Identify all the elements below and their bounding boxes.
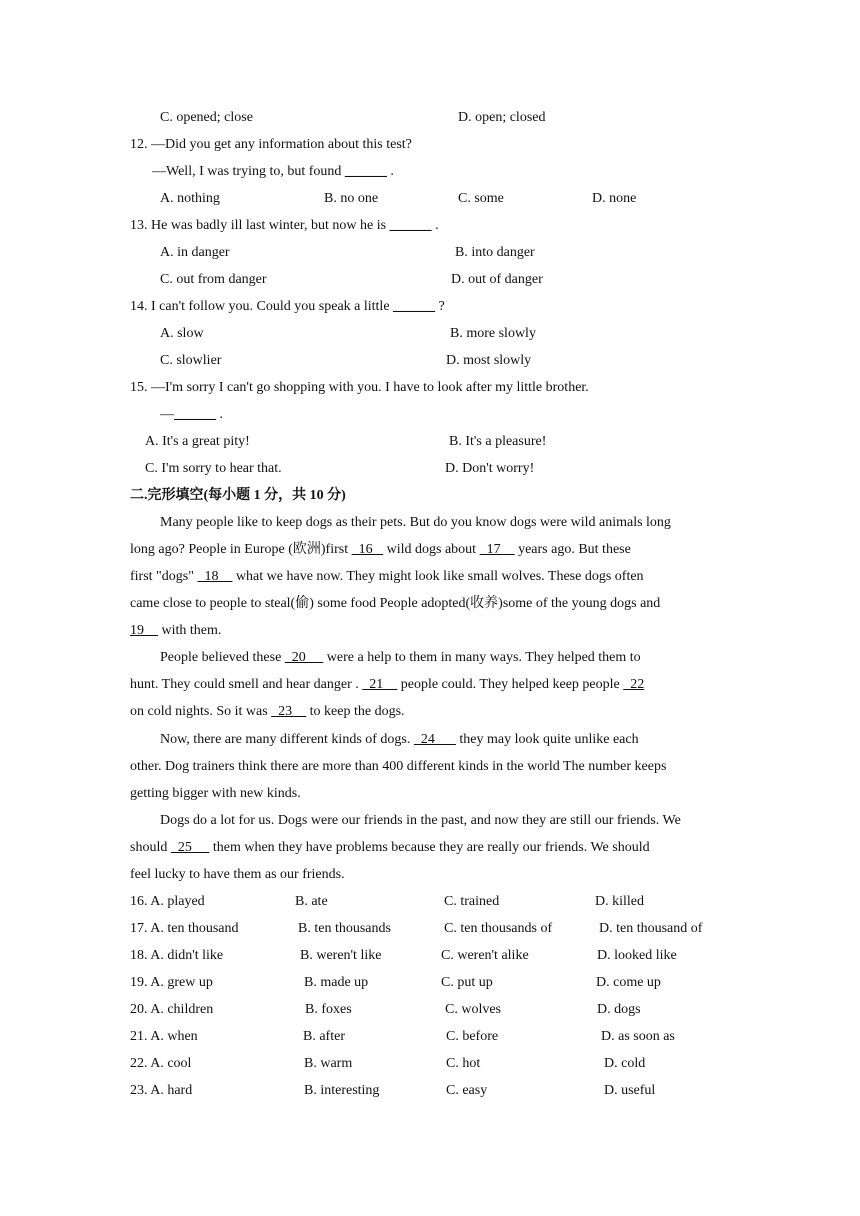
- passage-line: getting bigger with new kinds.: [130, 786, 301, 801]
- answer-23-c: C. easy: [446, 1083, 488, 1098]
- answer-blank: ______: [344, 164, 387, 179]
- answer-22-b: B. warm: [304, 1056, 353, 1071]
- blank-18: 18: [197, 569, 233, 584]
- q12-option-d: D. none: [592, 191, 637, 206]
- answer-23-a: 23. A. hard: [130, 1083, 193, 1098]
- answer-17-c: C. ten thousands of: [444, 921, 553, 936]
- q14-option-a: A. slow: [160, 326, 204, 341]
- q12-option-c: C. some: [458, 191, 504, 206]
- answer-16-b: B. ate: [295, 894, 328, 909]
- q12-response: —Well, I was trying to, but found ______ .: [152, 164, 394, 179]
- answer-20-b: B. foxes: [305, 1002, 352, 1017]
- blank-22: 22: [623, 677, 645, 692]
- answer-21-b: B. after: [303, 1029, 345, 1044]
- passage-line: first "dogs" 18 what we have now. They might look like small wolves. These dogs often: [130, 569, 644, 584]
- q15-stem: 15. —I'm sorry I can't go shopping with you. I have to look after my little brother.: [130, 380, 589, 395]
- q14-option-d: D. most slowly: [446, 353, 532, 368]
- passage-line: hunt. They could smell and hear danger . 21 people could. They helped keep people 22: [130, 677, 645, 692]
- blank-23: 23: [271, 704, 307, 719]
- blank-25: 25: [170, 840, 210, 855]
- answer-22-d: D. cold: [604, 1056, 646, 1071]
- q13-option-c: C. out from danger: [160, 272, 267, 287]
- answer-18-b: B. weren't like: [300, 948, 382, 963]
- q14-option-c: C. slowlier: [160, 353, 222, 368]
- passage-line: Dogs do a lot for us. Dogs were our friends in the past, and now they are still our friends. We: [160, 813, 681, 828]
- answer-21-a: 21. A. when: [130, 1029, 198, 1044]
- answer-19-c: C. put up: [441, 975, 493, 990]
- q12-stem: 12. —Did you get any information about this test?: [130, 137, 412, 152]
- answer-16-c: C. trained: [444, 894, 500, 909]
- passage-line: other. Dog trainers think there are more than 400 different kinds in the world The number keeps: [130, 759, 667, 774]
- answer-22-a: 22. A. cool: [130, 1056, 192, 1071]
- answer-17-d: D. ten thousand of: [599, 921, 703, 936]
- answer-19-d: D. come up: [596, 975, 661, 990]
- passage-line: People believed these 20 were a help to them in many ways. They helped them to: [160, 650, 641, 665]
- answer-18-d: D. looked like: [597, 948, 677, 963]
- q11-option-c: C. opened; close: [160, 110, 253, 125]
- q15-response: —______ .: [160, 407, 223, 422]
- passage-line: on cold nights. So it was 23 to keep the dogs.: [130, 704, 405, 719]
- blank-21: 21: [362, 677, 398, 692]
- q15-option-b: B. It's a pleasure!: [449, 434, 547, 449]
- q15-option-d: D. Don't worry!: [445, 461, 535, 476]
- answer-19-a: 19. A. grew up: [130, 975, 213, 990]
- answer-22-c: C. hot: [446, 1056, 481, 1071]
- blank-19: 19: [130, 623, 158, 638]
- q13-option-b: B. into danger: [455, 245, 535, 260]
- answer-16-a: 16. A. played: [130, 894, 205, 909]
- answer-blank: ______: [389, 218, 432, 233]
- q12-option-b: B. no one: [324, 191, 379, 206]
- answer-18-c: C. weren't alike: [441, 948, 529, 963]
- passage-line: should 25 them when they have problems because they are really our friends. We should: [130, 840, 650, 855]
- q13-stem: 13. He was badly ill last winter, but now he is ______ .: [130, 218, 439, 233]
- q14-stem: 14. I can't follow you. Could you speak a little ______ ?: [130, 299, 445, 314]
- q13-option-d: D. out of danger: [451, 272, 543, 287]
- q15-option-c: C. I'm sorry to hear that.: [145, 461, 282, 476]
- answer-20-a: 20. A. children: [130, 1002, 214, 1017]
- section-heading: 二.完形填空(每小题 1 分，共 10 分): [130, 488, 346, 503]
- passage-line: feel lucky to have them as our friends.: [130, 867, 345, 882]
- answer-17-a: 17. A. ten thousand: [130, 921, 239, 936]
- answer-16-d: D. killed: [595, 894, 644, 909]
- blank-17: 17: [479, 542, 515, 557]
- passage-line: 19 with them.: [130, 623, 222, 638]
- answer-21-c: C. before: [446, 1029, 499, 1044]
- q13-option-a: A. in danger: [160, 245, 230, 260]
- answer-21-d: D. as soon as: [601, 1029, 675, 1044]
- answer-blank: ______: [393, 299, 436, 314]
- answer-23-b: B. interesting: [304, 1083, 380, 1098]
- passage-line: long ago? People in Europe (欧洲)first 16 wild dogs about 17 years ago. But these: [130, 542, 631, 557]
- passage-line: Now, there are many different kinds of dogs. 24 they may look quite unlike each: [160, 732, 639, 747]
- blank-20: 20: [284, 650, 324, 665]
- q14-option-b: B. more slowly: [450, 326, 536, 341]
- q15-option-a: A. It's a great pity!: [145, 434, 250, 449]
- answer-17-b: B. ten thousands: [298, 921, 391, 936]
- answer-19-b: B. made up: [304, 975, 369, 990]
- answer-18-a: 18. A. didn't like: [130, 948, 224, 963]
- answer-23-d: D. useful: [604, 1083, 656, 1098]
- q12-option-a: A. nothing: [160, 191, 220, 206]
- q11-option-d: D. open; closed: [458, 110, 546, 125]
- passage-line: came close to people to steal(偷) some food People adopted(收养)some of the young dogs and: [130, 596, 661, 611]
- answer-20-c: C. wolves: [445, 1002, 501, 1017]
- blank-24: 24: [413, 732, 456, 747]
- passage-line: Many people like to keep dogs as their pets. But do you know dogs were wild animals long: [160, 515, 671, 530]
- answer-blank: ______: [174, 407, 216, 422]
- blank-16: 16: [351, 542, 384, 557]
- answer-20-d: D. dogs: [597, 1002, 641, 1017]
